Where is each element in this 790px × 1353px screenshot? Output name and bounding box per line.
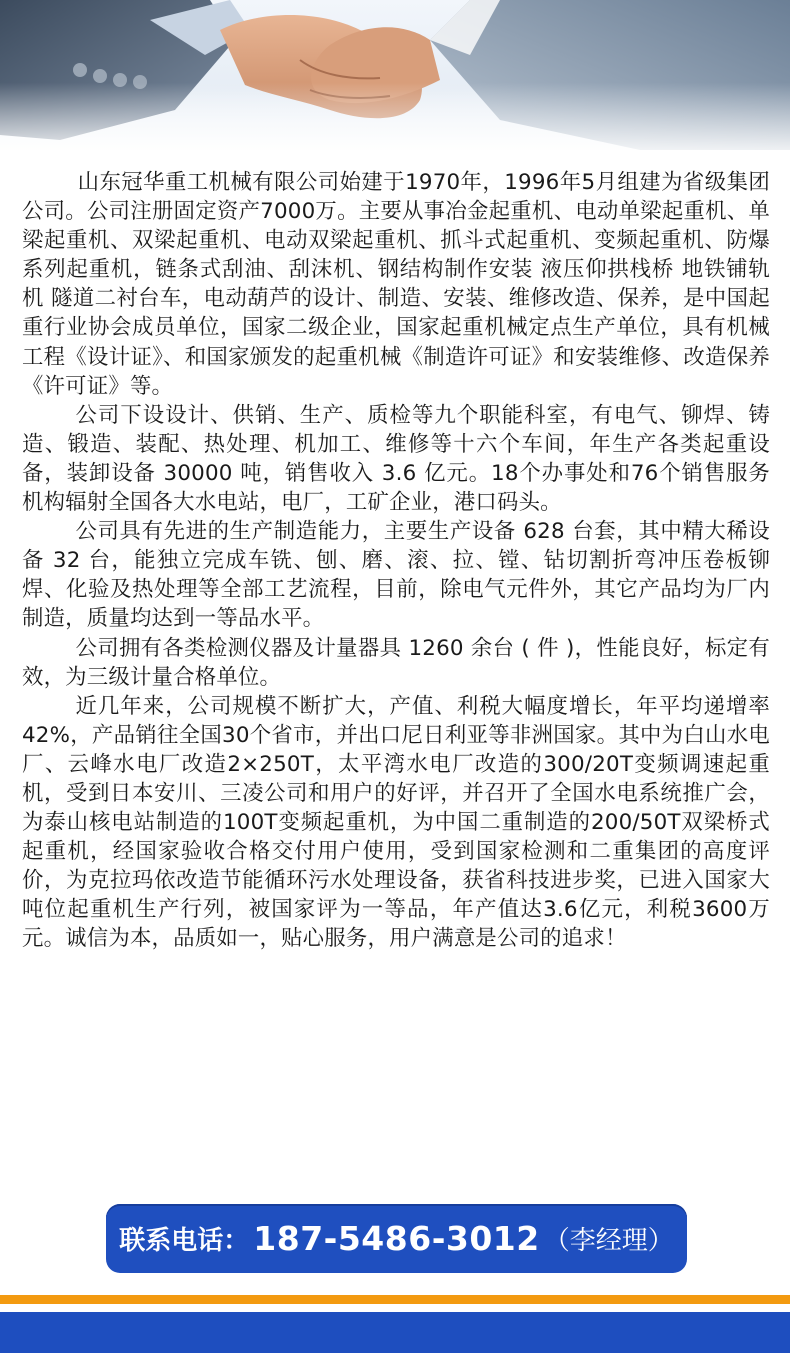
contact-person: （李经理） [543,1226,674,1256]
contact-label: 联系电话： [119,1226,250,1256]
contact-phone-button[interactable] [106,1204,687,1273]
intro-paragraph-5: 近几年来，公司规模不断扩大，产值、利税大幅度增长，年平均递增率42%，产品销往全国30个省市，并出口尼日利亚等非洲国家。其中为白山水电厂、云峰水电厂改造2×250T，太平湾水电厂改造的300/20T变频调速起重机，受到日本安川、三凌公司和用户的好评，并召开了全国水电系统推广会，为泰山核电站制造的100T变频起重机，为中国二重制造的200/50T双梁桥式起重机，经国家验收合格交付用户使用，受到国家检测和二重集团的高度评价，为克拉玛依改造节能循环污水处理设备，获省科技进步奖，已进入国家大吨位起重机生产行列，被国家评为一等品，年产值达3.6亿元，利税3600万元。诚信为本，品质如一，贴心服务，用户满意是公司的追求！ [22,693,770,952]
company-introduction [22,168,770,954]
footer-divider [0,1304,790,1312]
footer-orange-stripe [0,1295,790,1304]
intro-paragraph-4: 公司拥有各类检测仪器及计量器具 1260 余台 ( 件 )，性能良好，标定有效，为三级计量合格单位。 [22,635,770,690]
handshake-image [0,0,790,150]
contact-phone-number[interactable]: 187-5486-3012 [253,1219,540,1258]
intro-paragraph-3: 公司具有先进的生产制造能力，主要生产设备 628 台套，其中精大稀设备 32 台，能独立完成车铣、刨、磨、滚、拉、镗、钻切割折弯冲压卷板铆焊、化验及热处理等全部工艺流程，目前，除电气元件外，其它产品均为厂内制造，质量均达到一等品水平。 [22,519,770,632]
footer-blue-band [0,1312,790,1353]
intro-paragraph-2: 公司下设设计、供销、生产、质检等九个职能科室，有电气、铆焊、铸造、锻造、装配、热处理、机加工、维修等十六个车间，年生产各类起重设备，装卸设备 30000 吨，销售收入 3.6 亿元。18个办事处和76个销售服务机构辐射全国各大水电站，电厂，工矿企业，港口码头。 [22,402,770,516]
intro-paragraph-1: 山东冠华重工机械有限公司始建于1970年，1996年5月组建为省级集团公司。公司注册固定资产7000万。主要从事冶金起重机、电动单梁起重机、单梁起重机、双梁起重机、电动双梁起重机、抓斗式起重机、变频起重机、防爆系列起重机，链条式刮油、刮沫机、钢结构制作安装 液压仰拱栈桥 地铁铺轨机 隧道二衬台车，电动葫芦的设计、制造、安装、维修改造、保养，是中国起重行业协会成员单位，国家二级企业，国家起重机械定点生产单位，具有机械工程《设计证》、和国家颁发的起重机械《制造许可证》和安装维修、改造保养《许可证》等。 [22,170,770,399]
handshake-banner [0,0,790,150]
